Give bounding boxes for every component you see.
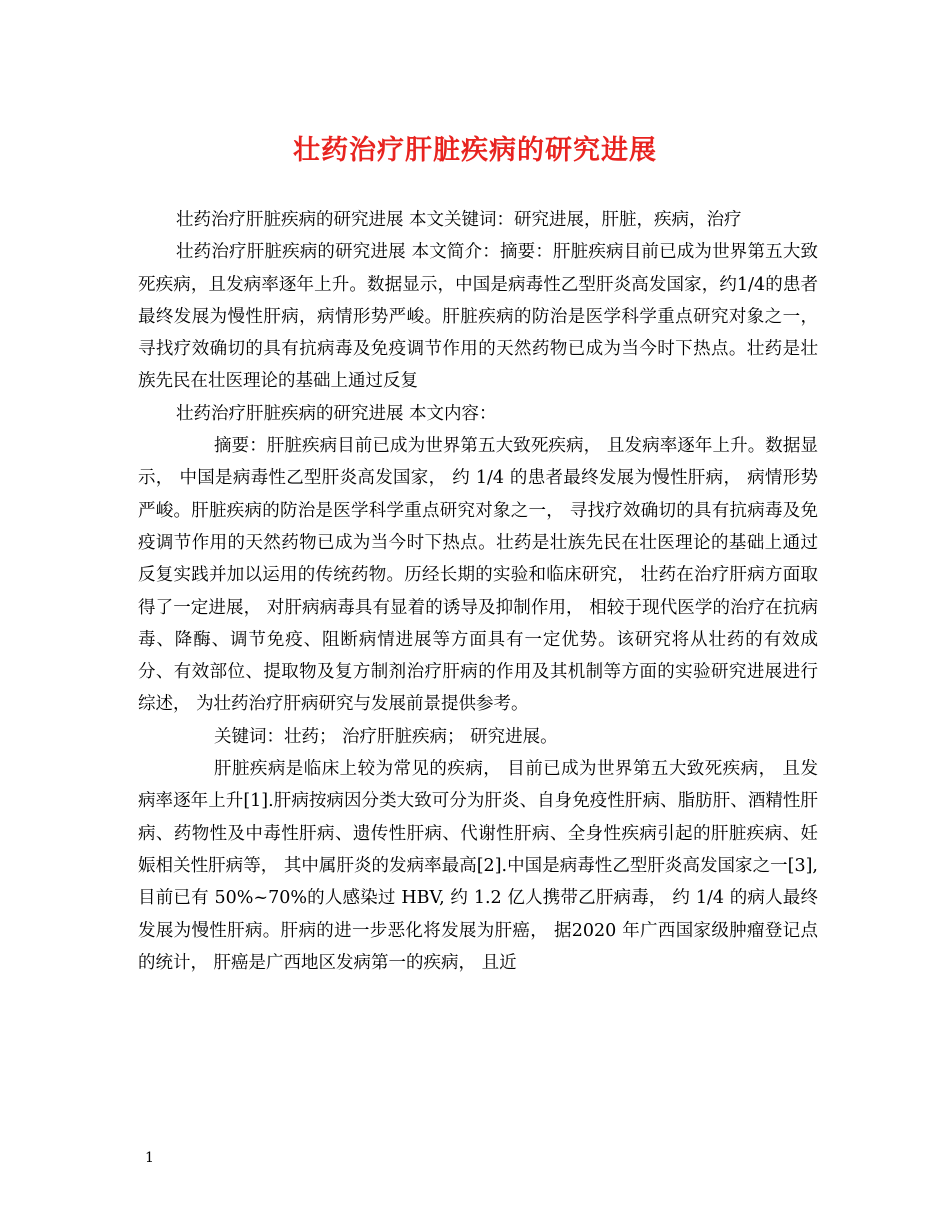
keywords-line: 关键词：壮药； 治疗肝脏疾病； 研究进展。 [214, 726, 558, 747]
document-body [138, 204, 818, 979]
page-number: 1 [145, 1150, 154, 1166]
summary-paragraph: 壮药治疗肝脏疾病的研究进展 本文简介：摘要：肝脏疾病目前已成为世界第五大致死疾病，且发病率逐年上升。数据显示，中国是病毒性乙型肝炎高发国家，约1/4的患者最终发展为慢性肝病，病情形势严峻。肝脏疾病的防治是医学科学重点研究对象之一，寻找疗效确切的具有抗病毒及免疫调节作用的天然药物已成为当今时下热点。壮药是壮族先民在壮医理论的基础上通过反复 [138, 242, 818, 392]
content-heading-paragraph: 壮药治疗肝脏疾病的研究进展 本文内容： [176, 403, 497, 424]
page-title: 壮药治疗肝脏疾病的研究进展 [293, 135, 657, 166]
body-paragraph: 肝脏疾病是临床上较为常见的疾病， 目前已成为世界第五大致死疾病， 且发病率逐年上升[1].肝病按病因分类大致可分为肝炎、自身免疫性肝病、脂肪肝、酒精性肝病、药物性及中毒性肝病、遗传性肝病、代谢性肝病、全身性疾病引起的肝脏疾病、妊娠相关性肝病等， 其中属肝炎的发病率最高[2].中国是病毒性乙型肝炎高发国家之一[3], 目前已有 50%~70%的人感染过 HBV, 约 1.2 亿人携带乙肝病毒， 约 1/4 的病人最终发展为慢性肝病。肝病的进一步恶化将发展为肝癌， 据2020 年广西国家级肿瘤登记点的统计， 肝癌是广西地区发病第一的疾病， 且近 [138, 759, 818, 973]
keywords-paragraph: 壮药治疗肝脏疾病的研究进展 本文关键词：研究进展，肝脏，疾病，治疗 [176, 210, 742, 230]
abstract-paragraph: 摘要：肝脏疾病目前已成为世界第五大致死疾病， 且发病率逐年上升。数据显示， 中国是病毒性乙型肝炎高发国家， 约 1/4 的患者最终发展为慢性肝病， 病情形势严峻。肝脏疾病的防治是医学科学重点研究对象之一， 寻找疗效确切的具有抗病毒及免疫调节作用的天然药物已成为当今时下热点。壮药是壮族先民在壮医理论的基础上通过反复实践并加以运用的传统药物。历经长期的实验和临床研究， 壮药在治疗肝病方面取得了一定进展， 对肝病病毒具有显着的诱导及抑制作用， 相较于现代医学的治疗在抗病毒、降酶、调节免疫、阻断病情进展等方面具有一定优势。该研究将从壮药的有效成分、有效部位、提取物及复方制剂治疗肝病的作用及其机制等方面的实验研究进展进行综述， 为壮药治疗肝病研究与发展前景提供参考。 [138, 436, 818, 715]
